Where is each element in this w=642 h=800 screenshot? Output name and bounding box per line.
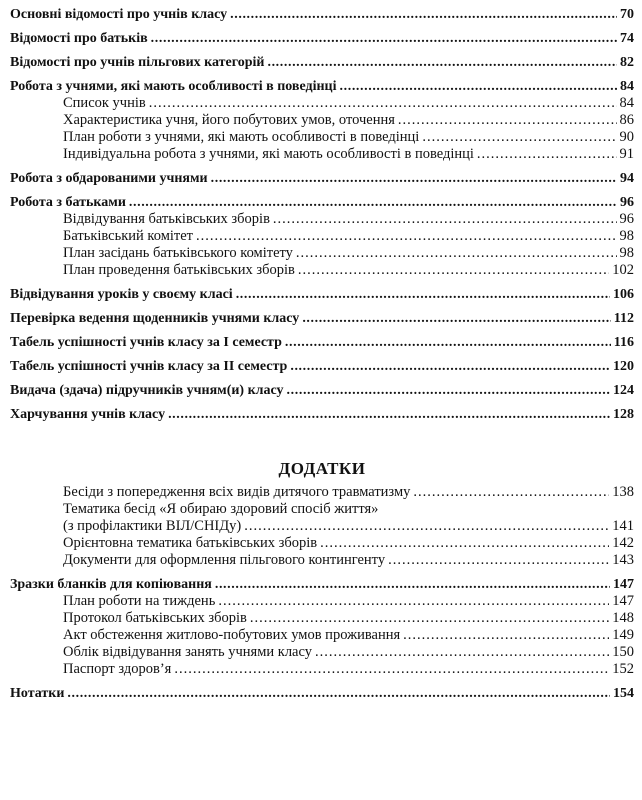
toc-subentry-page: 152 xyxy=(612,661,634,677)
toc-subentry xyxy=(10,262,634,279)
leader-dots xyxy=(298,262,609,279)
leader-dots xyxy=(296,245,617,262)
toc-entry-page: 94 xyxy=(620,171,634,186)
appendix-entry-page: 138 xyxy=(612,484,634,500)
toc-subentry-title: Акт обстеження житлово-побутових умов проживання xyxy=(63,627,401,643)
toc-subentry xyxy=(10,661,634,678)
toc-subentry-page: 96 xyxy=(619,211,634,227)
toc-subentry xyxy=(10,112,634,129)
leader-dots xyxy=(403,627,609,644)
toc-subentry xyxy=(10,627,634,644)
toc-entry-title: Видача (здача) підручників учням(и) класу xyxy=(10,383,284,398)
toc-subentry xyxy=(10,129,634,146)
toc-subentry xyxy=(10,228,634,245)
appendix-entry xyxy=(10,552,634,569)
toc-subentry-title: Список учнів xyxy=(63,95,146,111)
toc-entry xyxy=(10,407,634,423)
leader-dots xyxy=(315,644,609,661)
appendix-entry-page: 143 xyxy=(612,552,634,568)
toc-subentry-title: Батьківський комітет xyxy=(63,228,194,244)
toc-entry-title: Харчування учнів класу xyxy=(10,407,166,422)
toc-subentry-page: 149 xyxy=(612,627,634,643)
toc-entry-page: 112 xyxy=(613,311,634,326)
toc-entry-title: Нотатки xyxy=(10,686,65,701)
leader-dots xyxy=(285,335,611,351)
toc-subentry xyxy=(10,95,634,112)
toc-entry xyxy=(10,195,634,211)
leader-dots xyxy=(422,129,616,146)
toc-subentry-page: 86 xyxy=(619,112,634,128)
appendix-entry-title: (з профілактики ВІЛ/СНІДу) xyxy=(63,518,242,534)
leader-dots xyxy=(413,484,609,501)
toc-entry-page: 124 xyxy=(613,383,634,398)
toc-subentry-title: Характеристика учня, його побутових умов, оточення xyxy=(63,112,395,128)
leader-dots xyxy=(149,95,617,112)
toc-entry-page: 120 xyxy=(613,359,634,374)
toc-entry xyxy=(10,335,634,351)
appendix-entry xyxy=(10,501,634,518)
appendix-entry xyxy=(10,518,634,535)
appendix-entry-title: Документи для оформлення пільгового контингенту xyxy=(63,552,386,568)
toc-subentry-page: 90 xyxy=(619,129,634,145)
toc-subentry-page: 147 xyxy=(612,593,634,609)
toc-entry-page: 70 xyxy=(620,7,634,22)
leader-dots xyxy=(151,31,617,47)
leader-dots xyxy=(196,228,616,245)
toc-entry-page: 74 xyxy=(620,31,634,46)
leader-dots xyxy=(273,211,617,228)
toc-entry-title: Відомості про батьків xyxy=(10,31,148,46)
appendix-entry xyxy=(10,535,634,552)
toc-entry xyxy=(10,31,634,47)
appendix-entry-title: Бесіди з попередження всіх видів дитячого травматизму xyxy=(63,484,411,500)
toc-subentry-title: План проведення батьківських зборів xyxy=(63,262,295,278)
leader-dots xyxy=(129,195,617,211)
toc-subentry-title: План роботи на тиждень xyxy=(63,593,216,609)
toc-subentry-page: 102 xyxy=(612,262,634,278)
toc-subentry-title: План роботи з учнями, які мають особливості в поведінці xyxy=(63,129,420,145)
leader-dots xyxy=(398,112,617,129)
toc-entry-title: Перевірка ведення щоденників учнями класу xyxy=(10,311,300,326)
toc-subentry xyxy=(10,644,634,661)
toc-subentry-title: Паспорт здоров’я xyxy=(63,661,172,677)
toc-subentry-title: План засідань батьківського комітету xyxy=(63,245,293,261)
toc-entry-title: Робота з учнями, які мають особливості в поведінці xyxy=(10,79,337,94)
toc-subentry-title: Облік відвідування занять учнями класу xyxy=(63,644,312,660)
toc-entry-page: 128 xyxy=(613,407,634,422)
toc-entry-page: 96 xyxy=(620,195,634,210)
toc-entry xyxy=(10,577,634,593)
toc-subentry xyxy=(10,146,634,163)
leader-dots xyxy=(244,518,609,535)
toc-subentry xyxy=(10,593,634,610)
toc-entry-title: Робота з батьками xyxy=(10,195,126,210)
leader-dots xyxy=(230,7,617,23)
appendix-entry-title: Тематика бесід «Я обираю здоровий спосіб життя» xyxy=(63,501,379,517)
leader-dots xyxy=(250,610,609,627)
toc-entry-title: Табель успішності учнів класу за ІІ семестр xyxy=(10,359,288,374)
toc-entry xyxy=(10,55,634,71)
leader-dots xyxy=(320,535,609,552)
toc-entry xyxy=(10,79,634,95)
leader-dots xyxy=(388,552,609,569)
toc-entry-page: 116 xyxy=(613,335,634,350)
toc-entry-page: 82 xyxy=(620,55,634,70)
toc-subentry-page: 84 xyxy=(619,95,634,111)
toc-subentry-page: 98 xyxy=(619,245,634,261)
table-of-contents xyxy=(10,3,634,702)
appendix-entry-title: Орієнтовна тематика батьківських зборів xyxy=(63,535,318,551)
leader-dots xyxy=(174,661,609,678)
leader-dots xyxy=(302,311,610,327)
leader-dots xyxy=(267,55,617,71)
toc-subentry-page: 91 xyxy=(619,146,634,162)
appendix-entry-page: 142 xyxy=(612,535,634,551)
toc-entry xyxy=(10,686,634,702)
leader-dots xyxy=(290,359,610,375)
toc-entry-title: Відомості про учнів пільгових категорій xyxy=(10,55,265,70)
toc-entry-title: Робота з обдарованими учнями xyxy=(10,171,208,186)
toc-entry-page: 106 xyxy=(613,287,634,302)
toc-subentry-title: Індивідуальна робота з учнями, які мають особливості в поведінці xyxy=(63,146,474,162)
toc-entry xyxy=(10,383,634,399)
toc-subentry xyxy=(10,211,634,228)
leader-dots xyxy=(211,171,617,187)
toc-subentry xyxy=(10,245,634,262)
leader-dots xyxy=(477,146,617,163)
toc-entry xyxy=(10,359,634,375)
toc-entry xyxy=(10,171,634,187)
toc-subentry-title: Відвідування батьківських зборів xyxy=(63,211,270,227)
leader-dots xyxy=(287,383,610,399)
toc-entry-page: 154 xyxy=(613,686,634,701)
toc-entry-title: Табель успішності учнів класу за І семестр xyxy=(10,335,282,350)
toc-entry xyxy=(10,7,634,23)
appendix-entry-page: 141 xyxy=(612,518,634,534)
appendix-heading: ДОДАТКИ xyxy=(278,459,366,478)
leader-dots xyxy=(168,407,610,423)
toc-subentry-page: 98 xyxy=(619,228,634,244)
toc-entry xyxy=(10,311,634,327)
toc-entry-page: 147 xyxy=(613,577,634,592)
toc-entry xyxy=(10,287,634,303)
toc-subentry-page: 150 xyxy=(612,644,634,660)
leader-dots xyxy=(236,287,610,303)
leader-dots xyxy=(67,686,610,702)
toc-entry-title: Зразки бланків для копіювання xyxy=(10,577,212,592)
leader-dots xyxy=(218,593,609,610)
toc-subentry-title: Протокол батьківських зборів xyxy=(63,610,247,626)
toc-entry-title: Відвідування уроків у своєму класі xyxy=(10,287,233,302)
toc-entry-page: 84 xyxy=(620,79,634,94)
toc-subentry-page: 148 xyxy=(612,610,634,626)
appendix-entry xyxy=(10,484,634,501)
leader-dots xyxy=(215,577,610,593)
toc-subentry xyxy=(10,610,634,627)
toc-entry-title: Основні відомості про учнів класу xyxy=(10,7,228,22)
leader-dots xyxy=(340,79,617,95)
